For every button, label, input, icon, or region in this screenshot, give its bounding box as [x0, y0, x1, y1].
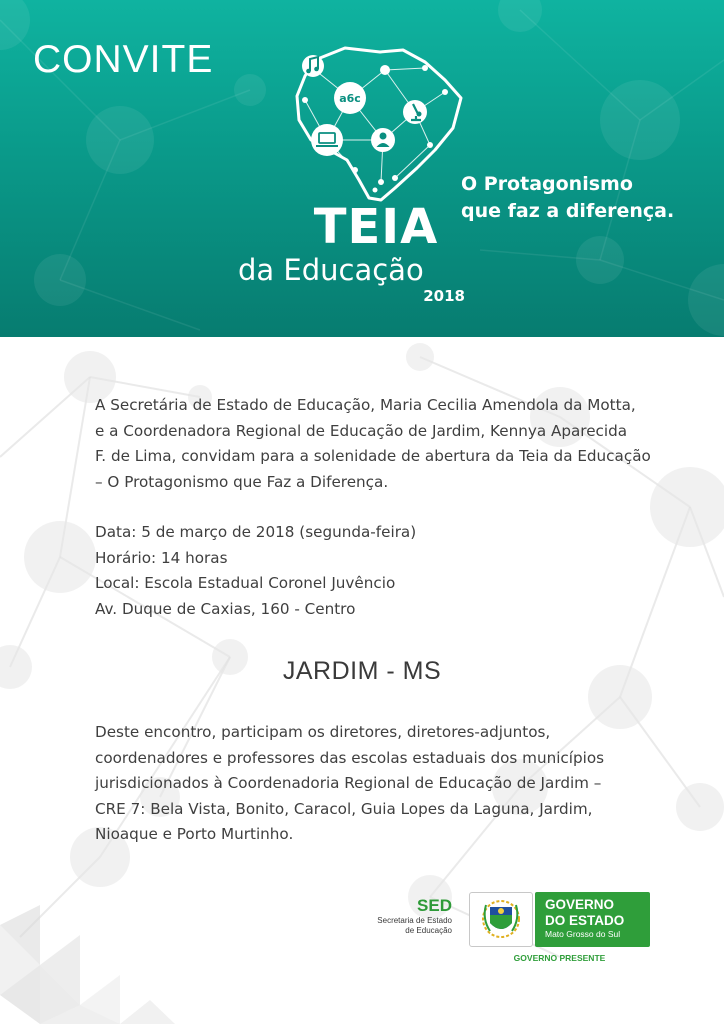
event-date: Data: 5 de março de 2018 (segunda-feira) [95, 523, 417, 541]
state-coat-of-arms-icon [469, 892, 533, 947]
event-details [95, 520, 675, 622]
music-note-icon [302, 55, 324, 77]
logo-subtitle: da Educação [238, 253, 424, 287]
tagline-line: O Protagonismo [461, 173, 633, 195]
laptop-icon [311, 124, 343, 156]
invitation-header [0, 0, 724, 337]
svg-text:a6c: a6c [339, 92, 361, 105]
dot-icon [380, 65, 390, 75]
sed-logo-subtitle: Secretaria de Estado [377, 916, 452, 925]
sed-logo-subtitle: de Educação [405, 925, 452, 935]
paragraph-line: F. de Lima, convidam para a solenidade de abertura da Teia da Educação [95, 447, 651, 465]
gov-logo-subtitle: Mato Grosso do Sul [545, 929, 621, 939]
person-icon [371, 128, 395, 152]
participants-paragraph [95, 720, 675, 848]
paragraph-line: Nioaque e Porto Murtinho. [95, 825, 294, 843]
paragraph-line: e a Coordenadora Regional de Educação de Jardim, Kennya Aparecida [95, 421, 628, 440]
event-place: Local: Escola Estadual Coronel Juvêncio [95, 574, 396, 592]
gov-logo-line: DO ESTADO [545, 912, 625, 928]
invitation-label: CONVITE [33, 38, 214, 81]
state-government-logo [535, 892, 650, 947]
triangle-pattern-decoration [0, 905, 190, 1024]
gov-slogan: GOVERNO PRESENTE [513, 953, 606, 963]
event-time: Horário: 14 horas [95, 548, 228, 567]
microscope-icon [403, 100, 427, 124]
event-address: Av. Duque de Caxias, 160 - Centro [95, 599, 356, 618]
abc-icon [334, 82, 366, 114]
paragraph-line: Deste encontro, participam os diretores, diretores-adjuntos, [95, 723, 551, 741]
tagline [461, 171, 701, 225]
sed-logo [370, 896, 452, 935]
logo-title: TEIA [313, 199, 439, 255]
paragraph-line: CRE 7: Bela Vista, Bonito, Caracol, Guia Lopes da Laguna, Jardim, [95, 799, 593, 818]
paragraph-line: – O Protagonismo que Faz a Diferença. [95, 472, 389, 491]
paragraph-line: A Secretária de Estado de Educação, Maria Cecilia Amendola da Motta, [95, 396, 636, 414]
logo-year: 2018 [423, 287, 465, 305]
brazil-network-map-logo [285, 40, 475, 220]
event-city: JARDIM - MS [282, 657, 442, 685]
sed-logo-name: SED [417, 896, 452, 915]
paragraph-line: jurisdicionados à Coordenadoria Regional de Educação de Jardim – [95, 774, 602, 792]
gov-logo-line: GOVERNO [545, 897, 615, 912]
tagline-line: que faz a diferença. [461, 200, 675, 222]
invitation-intro-paragraph [95, 393, 675, 495]
paragraph-line: coordenadores e professores das escolas estaduais dos municípios [95, 748, 605, 767]
